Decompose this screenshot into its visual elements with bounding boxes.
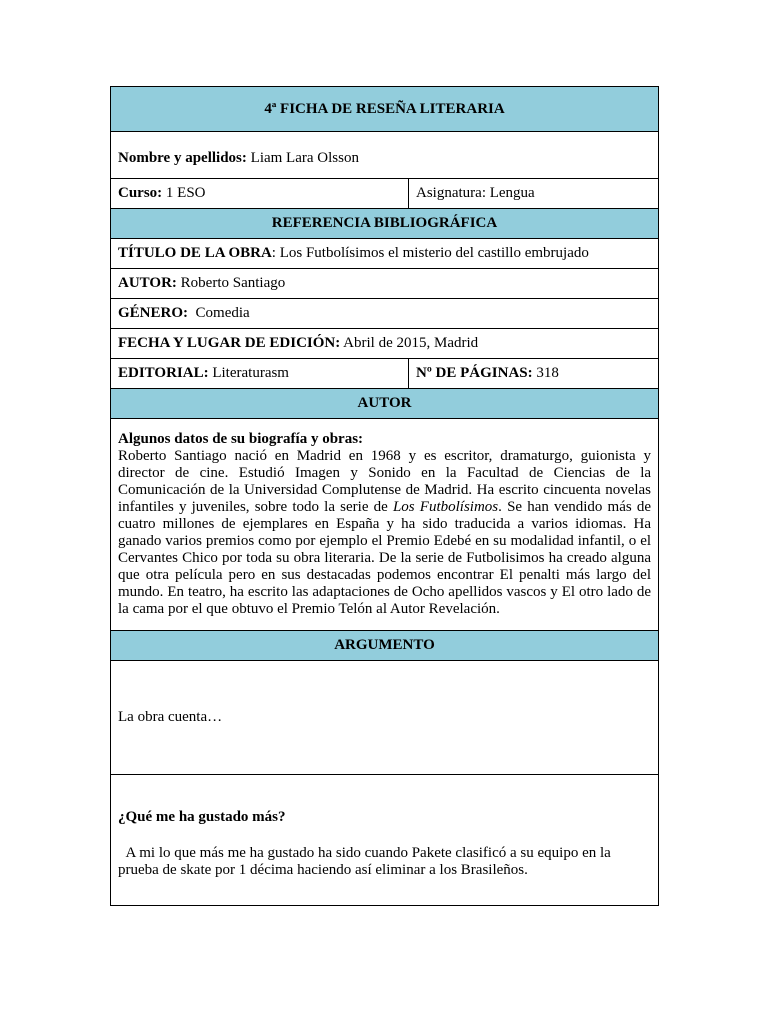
publisher-cell bbox=[111, 359, 409, 389]
subject-cell: Asignatura: Lengua bbox=[409, 179, 659, 209]
author-cell bbox=[111, 269, 659, 299]
biography-series-title: Los Futbolísimos bbox=[392, 499, 499, 515]
argument-text: La obra cuenta… bbox=[111, 661, 659, 775]
author-value: Roberto Santiago bbox=[176, 275, 286, 291]
author-heading: AUTOR bbox=[111, 389, 659, 419]
student-name-cell bbox=[111, 132, 659, 179]
review-sheet bbox=[110, 86, 658, 906]
work-title-label: TÍTULO DE LA OBRA bbox=[118, 245, 272, 261]
edition-cell bbox=[111, 329, 659, 359]
reference-heading: REFERENCIA BIBLIOGRÁFICA bbox=[111, 209, 659, 239]
student-name-label: Nombre y apellidos: bbox=[118, 150, 247, 166]
work-title-value: : Los Futbolísimos el misterio del castillo embrujado bbox=[271, 245, 589, 261]
biography-part-1: Roberto Santiago nació en Madrid en 1968 y es escritor, dramaturgo, guionista y director de cine. Estudió Imagen y Sonido en la Facultad de Ciencias de la Comunicación de la Universidad Complutense de Madrid. Ha escrito cincuenta novelas infantiles y juveniles, sobre todo la serie de bbox=[118, 448, 652, 515]
author-label: AUTOR: bbox=[118, 275, 177, 291]
genre-value: Comedia bbox=[188, 305, 250, 321]
student-name-value: Liam Lara Olsson bbox=[246, 150, 359, 166]
edition-value: Abril de 2015, Madrid bbox=[340, 335, 479, 351]
course-cell bbox=[111, 179, 409, 209]
biography-part-2: . Se han vendido más de cuatro millones de ejemplares en España y ha sido traducida a varios idiomas. Ha ganado varios premios como por ejemplo el Premio Edebé en su modalidad infantil, o el Cervantes Chico por toda su obra literaria. De la serie de Futbolisimos ha creado alguna que otra película pero en sus destacadas podemos encontrar El penalti más largo del mundo. En teatro, ha escrito las adaptaciones de Ocho apellidos vascos y El otro lado de la cama por el que obtuvo el Premio Telón al Autor Revelación. bbox=[118, 499, 652, 617]
genre-cell bbox=[111, 299, 659, 329]
work-title-cell bbox=[111, 239, 659, 269]
publisher-value: Literaturasm bbox=[208, 365, 289, 381]
genre-label: GÉNERO: bbox=[118, 305, 189, 321]
argument-heading: ARGUMENTO bbox=[111, 631, 659, 661]
pages-value: 318 bbox=[532, 365, 559, 381]
biography-title: Algunos datos de su biografía y obras: bbox=[118, 431, 364, 447]
review-table bbox=[110, 86, 659, 906]
pages-cell bbox=[409, 359, 659, 389]
sheet-title: 4ª FICHA DE RESEÑA LITERARIA bbox=[111, 87, 659, 132]
liked-answer: A mi lo que más me ha gustado ha sido cuando Pakete clasificó a su equipo en la prueba de skate por 1 décima haciendo así eliminar a los Brasileños. bbox=[118, 845, 615, 878]
liked-cell bbox=[111, 775, 659, 906]
biography-cell bbox=[111, 419, 659, 631]
pages-label: Nº DE PÁGINAS: bbox=[416, 365, 533, 381]
publisher-label: EDITORIAL: bbox=[118, 365, 209, 381]
liked-question: ¿Qué me ha gustado más? bbox=[118, 809, 286, 825]
course-label: Curso: bbox=[118, 185, 163, 201]
biography-text bbox=[118, 448, 651, 618]
course-value: 1 ESO bbox=[162, 185, 206, 201]
edition-label: FECHA Y LUGAR DE EDICIÓN: bbox=[118, 335, 341, 351]
